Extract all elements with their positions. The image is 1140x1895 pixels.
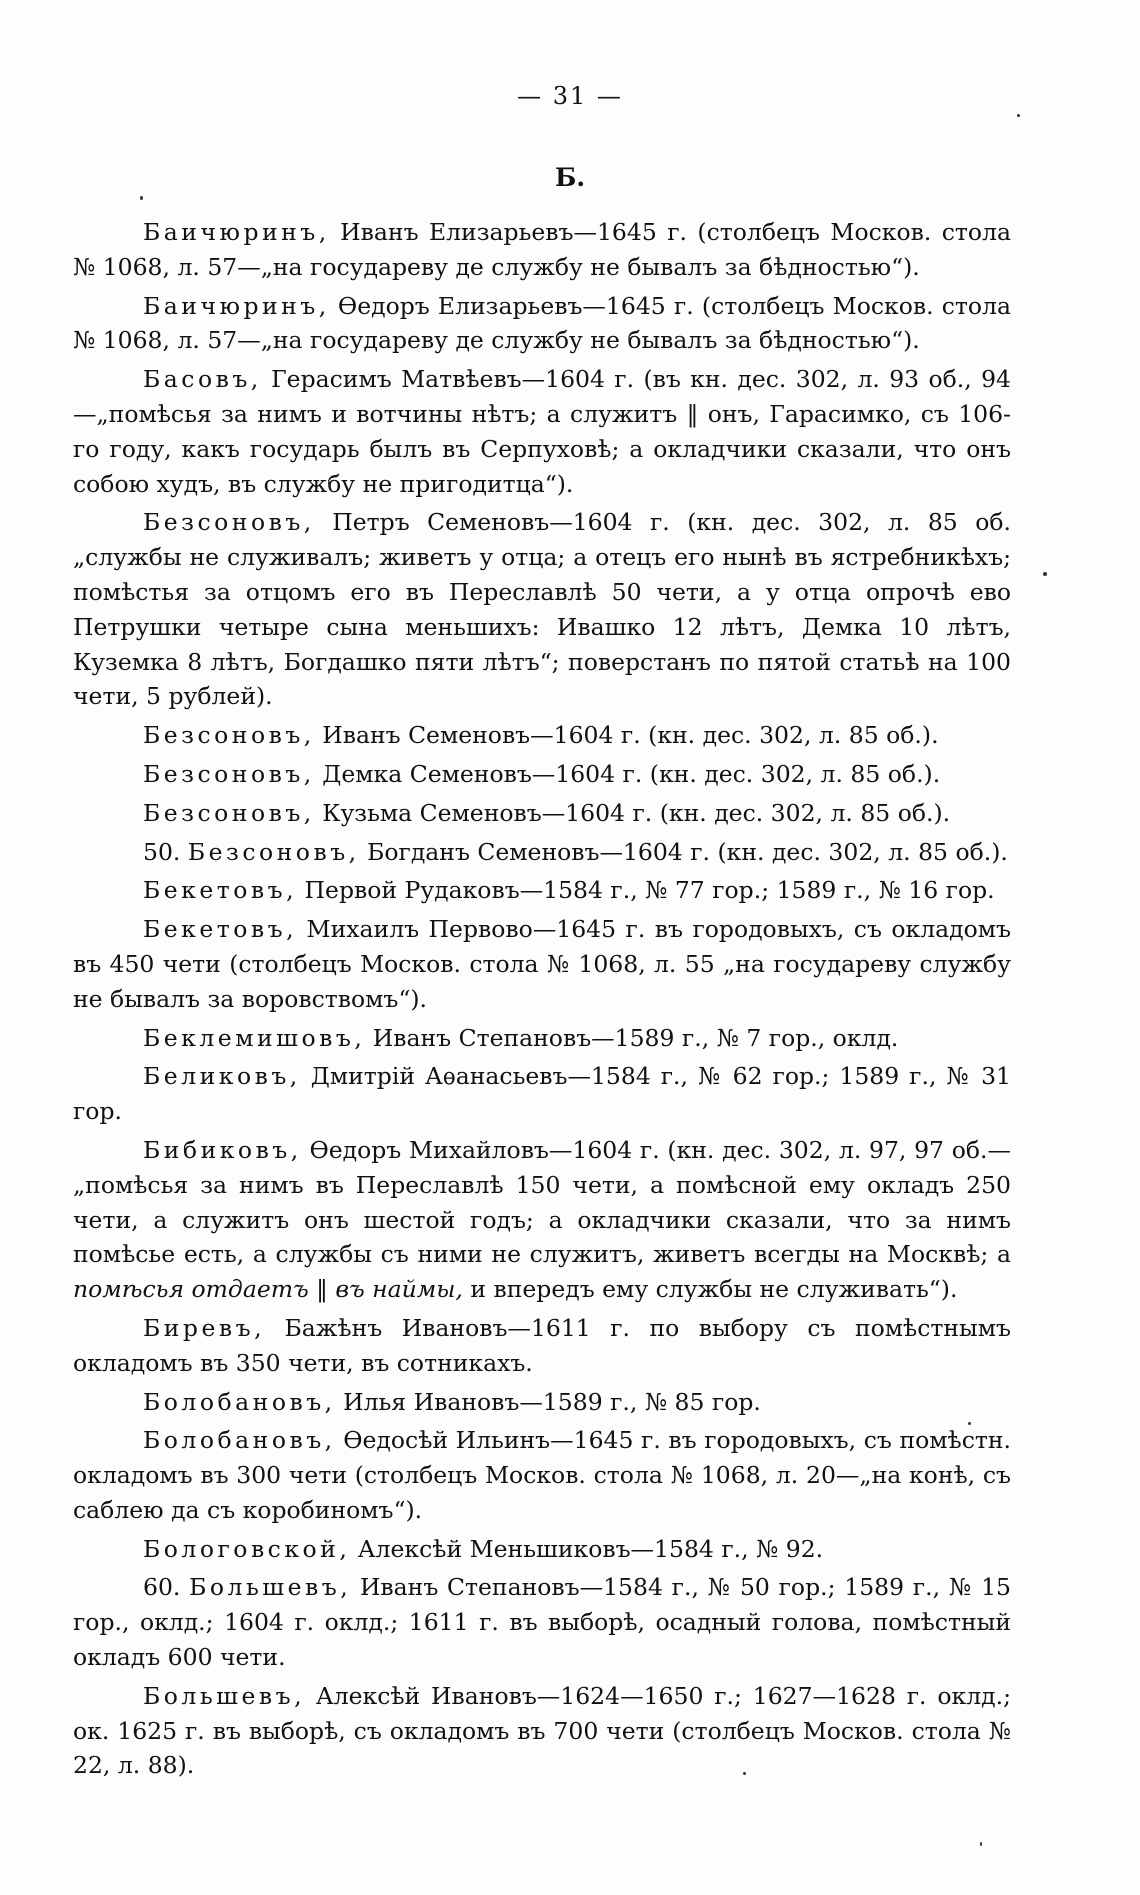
entry-text: Демка Семеновъ—1604 г. (кн. дес. 302, л. 85 об.). <box>314 759 941 788</box>
entry-surname: Бибиковъ, <box>143 1135 302 1164</box>
entry <box>73 835 1011 870</box>
entry-text: Ѳедосѣй Ильинъ—1645 г. въ городовыхъ, съ помѣстн. окладомъ въ 300 чети (столбецъ Москов. стола № 1068, л. 20—„на конѣ, съ саблею да съ коробиномъ“). <box>73 1426 1011 1524</box>
entry <box>73 362 1011 501</box>
entry <box>73 1385 1011 1420</box>
entry-text: Иванъ Семеновъ—1604 г. (кн. дес. 302, л. 85 об.). <box>314 721 939 750</box>
entry <box>73 873 1011 908</box>
entry-surname: Баичюринъ, <box>143 218 330 246</box>
entry-surname: Большевъ, <box>189 1573 352 1602</box>
entry <box>73 796 1011 831</box>
entry <box>73 1311 1011 1381</box>
entry-surname: Болобановъ, <box>143 1387 336 1416</box>
entry-surname: Басовъ, <box>143 365 262 394</box>
entry-text: Иванъ Степановъ—1584 г., № 50 гор.; 1589 г., № 15 гор., оклд.; 1604 г. оклд.; 1611 г. въ выборѣ, осадный голова, помѣстный окладъ 600 чети. <box>73 1573 1011 1672</box>
entry <box>73 1059 1011 1129</box>
scan-speck <box>968 1422 971 1425</box>
entry-list <box>73 215 1011 1787</box>
entry-surname: Безсоновъ, <box>143 798 315 827</box>
entry-text: Иванъ Елизарьевъ—1645 г. (столбецъ Москов. стола № 1068, л. 57—„на государеву де службу не бывалъ за бѣдностью“). <box>73 218 1011 281</box>
entry-text: Кузьма Семеновъ—1604 г. (кн. дес. 302, л. 85 об.). <box>314 798 951 827</box>
entry <box>73 757 1011 792</box>
entry-surname: Болобановъ, <box>143 1426 336 1455</box>
scan-speck <box>1017 114 1020 117</box>
entry-surname: Биревъ, <box>143 1313 266 1342</box>
entry <box>73 1423 1011 1527</box>
entry-surname: Беликовъ, <box>143 1062 301 1091</box>
entry-text: Бажѣнъ Ивановъ—1611 г. по выбору съ помѣстнымъ окладомъ въ 350 чети, въ сотникахъ. <box>73 1313 1011 1377</box>
entry-text: Илья Ивановъ—1589 г., № 85 гор. <box>335 1387 761 1416</box>
entry-text: Дмитрiй Аѳанасьевъ—1584 г., № 62 гор.; 1589 г., № 31 гор. <box>73 1062 1011 1126</box>
entry-surname: Баичюринъ, <box>143 291 330 320</box>
entry <box>73 1021 1011 1056</box>
entry-surname: Безсоновъ, <box>143 721 315 750</box>
entry <box>73 289 1011 359</box>
entry-number: 60. <box>143 1573 190 1602</box>
entry-text: Герасимъ Матвѣевъ—1604 г. (въ кн. дес. 302, л. 93 об., 94—„помѣсья за нимъ и вотчины нѣтъ; а служитъ ‖ онъ, Гарасимко, съ 106-го году, какъ государь былъ въ Серпуховѣ; а окладчики сказали, что онъ собою худъ, въ службу не пригодитца“). <box>73 365 1011 498</box>
entry <box>73 1679 1011 1783</box>
entry <box>73 718 1011 753</box>
entry-text: Алексѣй Ивановъ—1624—1650 г.; 1627—1628 г. оклд.; ок. 1625 г. въ выборѣ, съ окладомъ въ 700 чети (столбецъ Москов. стола № 22, л. 88). <box>73 1681 1011 1780</box>
scan-speck <box>743 1772 746 1775</box>
entry-text: Богданъ Семеновъ—1604 г. (кн. дес. 302, л. 85 об.). <box>359 837 1008 866</box>
entry-surname: Безсоновъ, <box>143 508 315 537</box>
entry-text: Первой Рудаковъ—1584 г., № 77 гор.; 1589 г., № 16 гор. <box>297 876 995 905</box>
page-number: — 31 — <box>517 82 623 110</box>
entry-surname: Большевъ, <box>143 1681 306 1710</box>
entry <box>73 1570 1011 1674</box>
entry-text: Иванъ Степановъ—1589 г., № 7 гор., оклд. <box>365 1023 899 1052</box>
entry <box>73 505 1011 714</box>
entry-text: Петръ Семеновъ—1604 г. (кн. дес. 302, л. 85 об. „службы не служивалъ; живетъ у отца; а отецъ его нынѣ въ ястребникѣхъ; помѣстья за отцомъ его въ Переславлѣ 50 чети, а у отца опрочѣ ево Петрушки четыре сына меньшихъ: Ивашко 12 лѣтъ, Демка 10 лѣтъ, Куземка 8 лѣтъ, Богдашко пяти лѣтъ“; поверстанъ по пятой статьѣ на 100 чети, 5 рублей). <box>73 508 1011 711</box>
entry-surname: Беклемишовъ, <box>143 1023 366 1052</box>
entry-text: Ѳедоръ Михайловъ—1604 г. (кн. дес. 302, л. 97, 97 об.—„помѣсья за нимъ въ Переславлѣ 150 чети, а помѣсной ему окладъ 250 чети, а служитъ онъ шестой годъ; а окладчики сказали, что за нимъ помѣсье есть, а службы съ ними не служитъ, живетъ всегды на Москвѣ; а <box>73 1135 1011 1269</box>
entry-text: Алексѣй Меньшиковъ—1584 г., № 92. <box>350 1534 824 1563</box>
entry <box>73 215 1011 285</box>
scan-speck <box>1043 572 1047 576</box>
scan-speck <box>140 196 143 200</box>
entry-italic: помѣсья отдаетъ ‖ въ наймы, <box>73 1275 463 1304</box>
entry-text-tail: и впередъ ему службы не служивать“). <box>462 1275 958 1304</box>
entry-surname: Безсоновъ, <box>143 759 315 788</box>
entry-surname: Бекетовъ, <box>143 876 298 905</box>
entry <box>73 1133 1011 1307</box>
entry-surname: Бекетовъ, <box>143 915 298 944</box>
entry-surname: Бологовской, <box>143 1534 351 1563</box>
scan-speck <box>980 1842 982 1846</box>
section-heading: Б. <box>554 163 586 192</box>
entry-text: Михаилъ Первово—1645 г. въ городовыхъ, съ окладомъ въ 450 чети (столбецъ Москов. стола № 1068, л. 55 „на государеву службу не бывалъ за воровствомъ“). <box>73 915 1011 1013</box>
entry-surname: Безсоновъ, <box>187 837 360 866</box>
entry <box>73 1532 1011 1567</box>
entry <box>73 912 1011 1016</box>
entry-text: Ѳедоръ Елизарьевъ—1645 г. (столбецъ Москов. стола № 1068, л. 57—„на государеву де службу не бывалъ за бѣдностью“). <box>73 291 1011 355</box>
entry-number: 50. <box>143 837 188 866</box>
